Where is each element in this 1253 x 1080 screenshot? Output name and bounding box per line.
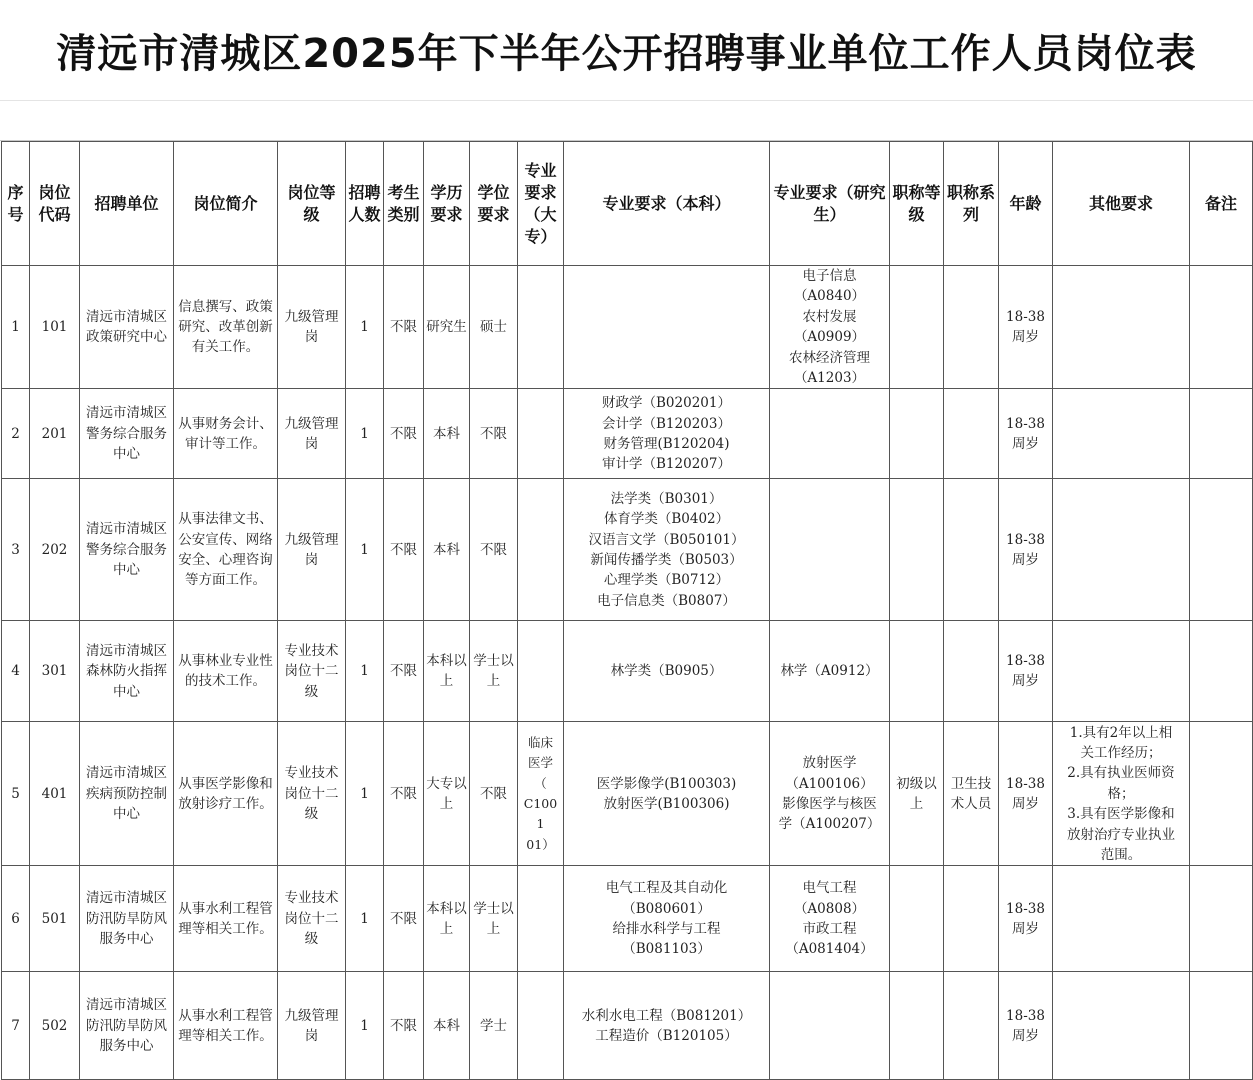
cell-major-graduate (770, 266, 890, 389)
cell-no: 1 (2, 266, 30, 389)
cell-line: 电气工程及其自动化 (605, 880, 728, 897)
cell-other (1053, 479, 1190, 621)
header-cell-code: 岗位代码 (30, 142, 80, 266)
header-cell-intro: 岗位简介 (174, 142, 278, 266)
cell-education: 本科 (424, 972, 470, 1080)
cell-code: 201 (30, 389, 80, 479)
cell-count: 1 (346, 866, 384, 972)
header-cell-age: 年龄 (999, 142, 1053, 266)
cell-line: 汉语言文学（B050101） (588, 531, 745, 548)
cell-line: 电子信息 (802, 268, 857, 284)
cell-line: 01） (526, 836, 555, 852)
cell-note (1190, 479, 1253, 621)
cell-age: 18-38周岁 (999, 722, 1053, 866)
cell-unit: 清远市清城区防汛防旱防风服务中心 (80, 972, 174, 1080)
cell-education: 研究生 (424, 266, 470, 389)
cell-unit: 清远市清城区警务综合服务中心 (80, 389, 174, 479)
cell-line: （ (534, 775, 547, 791)
cell-line: 关工作经历； (1080, 744, 1162, 761)
cell-category: 不限 (384, 972, 424, 1080)
cell-level: 九级管理岗 (278, 266, 346, 389)
header-cell-title-level: 职称等级 (890, 142, 944, 266)
cell-line: 农林经济管理 (789, 349, 870, 366)
cell-education: 本科 (424, 389, 470, 479)
position-table (1, 141, 1253, 1080)
cell-level: 专业技术岗位十二级 (278, 621, 346, 722)
cell-code: 301 (30, 621, 80, 722)
cell-note (1190, 389, 1253, 479)
cell-major-bachelor (564, 866, 770, 972)
cell-level: 专业技术岗位十二级 (278, 722, 346, 866)
cell-count: 1 (346, 266, 384, 389)
cell-no: 7 (2, 972, 30, 1080)
cell-major-bachelor (564, 972, 770, 1080)
cell-line: 电子信息类（B0807） (597, 592, 736, 609)
cell-degree: 不限 (470, 389, 518, 479)
cell-count: 1 (346, 479, 384, 621)
blank-row (0, 100, 1253, 141)
cell-title-series (944, 621, 999, 722)
cell-category: 不限 (384, 266, 424, 389)
cell-other (1053, 389, 1190, 479)
cell-note (1190, 621, 1253, 722)
cell-major-graduate (770, 866, 890, 972)
cell-line: 医学 (527, 755, 553, 771)
cell-line: （B080601） (622, 900, 711, 917)
cell-line: 2.具有执业医师资 (1067, 765, 1175, 782)
cell-code: 401 (30, 722, 80, 866)
cell-line: 林学类（B0905） (610, 663, 723, 680)
cell-major-bachelor (564, 479, 770, 621)
cell-title-level (890, 389, 944, 479)
cell-intro: 从事法律文书、公安宣传、网络安全、心理咨询等方面工作。 (174, 479, 278, 621)
cell-major-bachelor (564, 722, 770, 866)
cell-line: 3.具有医学影像和 (1067, 806, 1175, 823)
cell-line: （A0808） (793, 900, 866, 917)
cell-age: 18-38周岁 (999, 972, 1053, 1080)
cell-line: 给排水科学与工程 (612, 920, 721, 937)
cell-no: 6 (2, 866, 30, 972)
cell-degree: 硕士 (470, 266, 518, 389)
cell-title-series (944, 866, 999, 972)
cell-degree: 学士以上 (470, 621, 518, 722)
cell-line: （A100106） (785, 775, 874, 792)
cell-other (1053, 866, 1190, 972)
cell-level: 九级管理岗 (278, 972, 346, 1080)
cell-category: 不限 (384, 479, 424, 621)
header-cell-degree: 学位要求 (470, 142, 518, 266)
cell-major-college (518, 479, 564, 621)
cell-major-college (518, 266, 564, 389)
cell-line: 市政工程 (802, 920, 857, 937)
cell-line: 学（A100207） (778, 816, 881, 833)
cell-other (1053, 266, 1190, 389)
cell-age: 18-38周岁 (999, 479, 1053, 621)
cell-education: 大专以上 (424, 722, 470, 866)
table-row (2, 621, 1253, 722)
cell-major-bachelor (564, 266, 770, 389)
header-cell-major-graduate: 专业要求（研究生） (770, 142, 890, 266)
cell-intro: 从事医学影像和放射诊疗工作。 (174, 722, 278, 866)
cell-line: （A1203） (793, 370, 866, 387)
cell-other (1053, 722, 1190, 866)
cell-unit: 清远市清城区警务综合服务中心 (80, 479, 174, 621)
cell-age: 18-38周岁 (999, 389, 1053, 479)
cell-title-series: 卫生技术人员 (944, 722, 999, 866)
cell-education: 本科以上 (424, 621, 470, 722)
cell-age: 18-38周岁 (999, 866, 1053, 972)
cell-title-series (944, 266, 999, 389)
header-cell-major-bachelor: 专业要求（本科） (564, 142, 770, 266)
cell-title-level (890, 479, 944, 621)
cell-line: 财务管理(B120204) (603, 435, 730, 452)
header-cell-level: 岗位等级 (278, 142, 346, 266)
cell-degree: 学士以上 (470, 866, 518, 972)
cell-count: 1 (346, 722, 384, 866)
cell-count: 1 (346, 389, 384, 479)
cell-title-level (890, 866, 944, 972)
cell-title-level (890, 972, 944, 1080)
cell-note (1190, 972, 1253, 1080)
cell-line: （A0909） (793, 329, 866, 346)
cell-code: 202 (30, 479, 80, 621)
cell-line: 心理学类（B0712） (603, 572, 730, 589)
cell-line: 财政学（B020201） (602, 395, 731, 412)
cell-other (1053, 972, 1190, 1080)
cell-category: 不限 (384, 621, 424, 722)
header-cell-unit: 招聘单位 (80, 142, 174, 266)
cell-line: （A0840） (793, 288, 866, 305)
cell-line: 范围。 (1100, 846, 1142, 863)
cell-count: 1 (346, 972, 384, 1080)
cell-intro: 从事水利工程管理等相关工作。 (174, 972, 278, 1080)
cell-major-college (518, 621, 564, 722)
cell-no: 4 (2, 621, 30, 722)
cell-line: 林学（A0912） (780, 663, 879, 680)
cell-title-level: 初级以上 (890, 722, 944, 866)
header-cell-category: 考生类别 (384, 142, 424, 266)
cell-level: 专业技术岗位十二级 (278, 866, 346, 972)
cell-no: 5 (2, 722, 30, 866)
cell-line: 农村发展 (802, 308, 857, 325)
cell-no: 3 (2, 479, 30, 621)
cell-code: 501 (30, 866, 80, 972)
cell-line: 体育学类（B0402） (603, 511, 730, 528)
cell-line: 法学类（B0301） (610, 490, 723, 507)
cell-level: 九级管理岗 (278, 389, 346, 479)
cell-unit: 清远市清城区森林防火指挥中心 (80, 621, 174, 722)
table-row (2, 972, 1253, 1080)
table-row (2, 266, 1253, 389)
cell-title-series (944, 479, 999, 621)
cell-age: 18-38周岁 (999, 266, 1053, 389)
cell-intro: 从事水利工程管理等相关工作。 (174, 866, 278, 972)
cell-major-graduate (770, 389, 890, 479)
cell-no: 2 (2, 389, 30, 479)
cell-line: 临床 (527, 734, 553, 750)
header-cell-education: 学历要求 (424, 142, 470, 266)
cell-major-bachelor (564, 621, 770, 722)
cell-category: 不限 (384, 389, 424, 479)
cell-major-bachelor (564, 389, 770, 479)
cell-category: 不限 (384, 722, 424, 866)
cell-line: 工程造价（B120105） (595, 1027, 738, 1044)
cell-major-college (518, 972, 564, 1080)
cell-intro: 信息撰写、政策研究、改革创新有关工作。 (174, 266, 278, 389)
cell-unit: 清远市清城区防汛防旱防风服务中心 (80, 866, 174, 972)
cell-other (1053, 621, 1190, 722)
cell-line: 新闻传播学类（B0503） (590, 551, 743, 568)
cell-education: 本科 (424, 479, 470, 621)
title-row (0, 0, 1253, 101)
cell-education: 本科以上 (424, 866, 470, 972)
cell-major-college (518, 722, 564, 866)
page-title: 清远市清城区2025年下半年公开招聘事业单位工作人员岗位表 (56, 30, 1197, 77)
table-row (2, 722, 1253, 866)
cell-line: 电气工程 (802, 880, 857, 897)
cell-line: 放射医学 (802, 755, 857, 772)
cell-title-series (944, 972, 999, 1080)
cell-age: 18-38周岁 (999, 621, 1053, 722)
table-row (2, 866, 1253, 972)
cell-code: 502 (30, 972, 80, 1080)
cell-unit: 清远市清城区政策研究中心 (80, 266, 174, 389)
cell-line: 水利水电工程（B081201） (581, 1007, 752, 1024)
header-row (2, 142, 1253, 266)
cell-code: 101 (30, 266, 80, 389)
cell-line: C1001 (523, 795, 558, 832)
cell-major-graduate (770, 621, 890, 722)
cell-major-college (518, 866, 564, 972)
cell-line: （B081103） (622, 941, 711, 958)
cell-major-graduate (770, 972, 890, 1080)
header-cell-no: 序号 (2, 142, 30, 266)
header-cell-other: 其他要求 (1053, 142, 1190, 266)
cell-count: 1 (346, 621, 384, 722)
cell-line: 放射治疗专业执业 (1067, 826, 1175, 843)
table-row (2, 389, 1253, 479)
header-cell-count: 招聘人数 (346, 142, 384, 266)
cell-major-graduate (770, 722, 890, 866)
cell-line: 医学影像学(B100303) (596, 775, 737, 792)
cell-line: 审计学（B120207） (602, 456, 731, 473)
cell-major-college (518, 389, 564, 479)
cell-category: 不限 (384, 866, 424, 972)
header-cell-major-college: 专业要求（大专） (518, 142, 564, 266)
cell-degree: 学士 (470, 972, 518, 1080)
cell-title-series (944, 389, 999, 479)
cell-level: 九级管理岗 (278, 479, 346, 621)
cell-line: 放射医学(B100306) (603, 795, 730, 812)
header-cell-title-series: 职称系列 (944, 142, 999, 266)
header-cell-note: 备注 (1190, 142, 1253, 266)
cell-note (1190, 866, 1253, 972)
cell-line: 格； (1107, 785, 1135, 802)
cell-title-level (890, 266, 944, 389)
cell-degree: 不限 (470, 722, 518, 866)
cell-line: （A081404） (785, 941, 874, 958)
cell-note (1190, 266, 1253, 389)
cell-line: 会计学（B120203） (602, 415, 731, 432)
cell-title-level (890, 621, 944, 722)
cell-intro: 从事财务会计、审计等工作。 (174, 389, 278, 479)
cell-note (1190, 722, 1253, 866)
cell-major-graduate (770, 479, 890, 621)
cell-unit: 清远市清城区疾病预防控制中心 (80, 722, 174, 866)
cell-line: 影像医学与核医 (782, 795, 877, 812)
cell-degree: 不限 (470, 479, 518, 621)
cell-intro: 从事林业专业性的技术工作。 (174, 621, 278, 722)
table-row (2, 479, 1253, 621)
cell-line: 1.具有2年以上相 (1069, 724, 1173, 741)
